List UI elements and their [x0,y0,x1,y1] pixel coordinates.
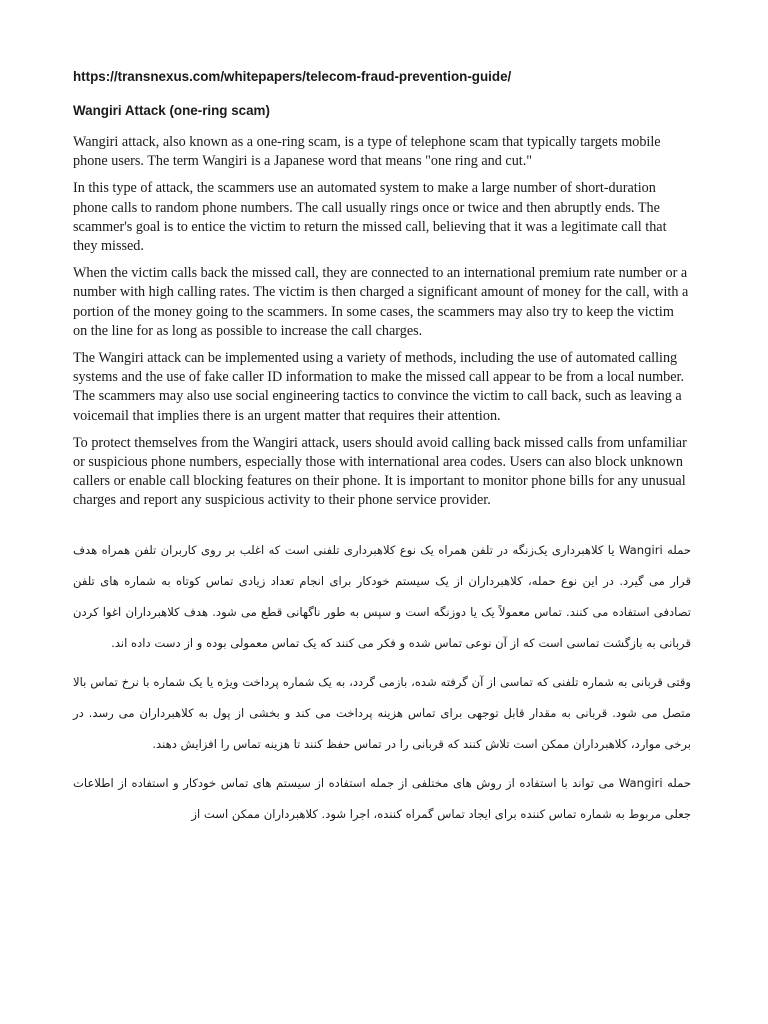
persian-paragraph-2: وقتی قربانی به شماره تلفنی که تماسی از آن گرفته شده، بازمی گردد، به یک شماره پرداخت ویژه یا یک شماره با نرخ تماس بالا متصل می شود. قربانی به مقدار قابل توجهی برای تماس هزینه پرداخت می کند و بخشی از پول به کلاهبرداران می رسد. در برخی موارد، کلاهبرداران ممکن است تلاش کنند که قربانی را در تماس حفظ کنند تا هزینه تماس را افزایش دهند. [73,674,691,751]
english-paragraph-1: Wangiri attack, also known as a one-ring scam, is a type of telephone scam that typically targets mobile phone users. The term Wangiri is a Japanese word that means "one ring and cut." [73,134,661,170]
english-paragraph-4: The Wangiri attack can be implemented using a variety of methods, including the use of automated calling systems and the use of fake caller ID information to make the missed call appear to be from a local number. The scammers may also use social engineering tactics to convince the victim to call back, such as leaving a voicemail that implies there is an urgent matter that requires their attention. [73,350,685,424]
english-paragraph-5: To protect themselves from the Wangiri attack, users should avoid calling back missed calls from unfamiliar or suspicious phone numbers, especially those with international area codes. Users can also block unknown callers or enable call blocking features on their phone. It is important to monitor phone bills for any unusual charges and report any suspicious activity to their phone service provider. [73,434,687,509]
source-url[interactable]: https://transnexus.com/whitepapers/telecom-fraud-prevention-guide/ [73,69,512,84]
persian-translation [73,535,691,830]
persian-paragraph-1: حمله Wangiri یا کلاهبرداری یک‌زنگه در تلفن همراه یک نوع کلاهبرداری تلفنی است که اغلب بر روی کاربران تلفن همراه هدف قرار می گیرد. در این نوع حمله، کلاهبرداران از یک سیستم خودکار برای انجام تعداد زیادی تماس کوتاه به شماره های تلفن تصادفی استفاده می کنند. تماس معمولاً یک یا دوزنگه است و سپس به طور ناگهانی قطع می شود. هدف کلاهبرداران اغوا کردن قربانی به بازگشت تماسی است که از آن نوعی تماس شده و فکر می کنند که یک تماس معمولی بوده و از دست داده اند. [73,542,692,650]
section-heading: Wangiri Attack (one-ring scam) [73,103,270,118]
document-page [73,58,691,838]
english-paragraph-3: When the victim calls back the missed call, they are connected to an international premium rate number or a number with high calling rates. The victim is then charged a significant amount of money for the call, with a portion of the money going to the scammers. In some cases, the scammers may also try to keep the victim on the line for as long as possible to increase the call charges. [73,265,689,339]
english-paragraph-2: In this type of attack, the scammers use an automated system to make a large number of short-duration phone calls to random phone numbers. The call usually rings once or twice and then abruptly ends. The scammer's goal is to entice the victim to return the missed call, believing that it was a legitimate call that they missed. [73,180,667,255]
persian-paragraph-3: حمله Wangiri می تواند با استفاده از روش های مختلفی از جمله استفاده از سیستم های تماس خودکار و استفاده از اطلاعات جعلی مربوط به شماره تماس کننده برای ایجاد تماس گمراه کننده، اجرا شود. کلاهبرداران ممکن است از [73,775,692,821]
